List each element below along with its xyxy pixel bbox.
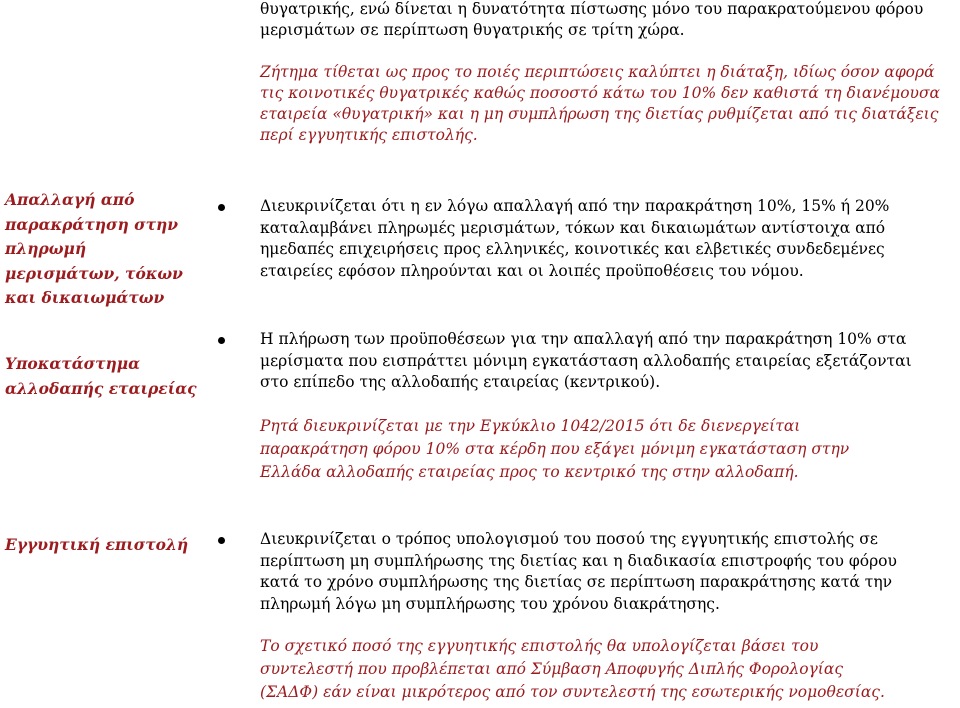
section-text: Η πλήρωση των προϋποθέσεων για την απαλλαγή από την παρακράτηση 10% στα μερίσματα που εισπράττει μόνιμη εγκατάσταση αλλοδαπής εταιρείας εξετάζονται στο επίπεδο της αλλοδαπής εταιρείας (κεντρικού). (260, 330, 912, 391)
intro-paragraph: θυγατρικής, ενώ δίνεται η δυνατότητα πίστωσης μόνο του παρακρατούμενου φόρου μερισμάτων σε περίπτωση θυγατρικής σε τρίτη χώρα. (260, 0, 924, 39)
section-label-guarantee-letter: Εγγυητική επιστολή (5, 535, 189, 554)
section-label-foreign-branch: Υποκατάστημα αλλοδαπής εταιρείας (5, 354, 197, 398)
intro-commentary: Ζήτημα τίθεται ως προς το ποιές περιπτώσεις καλύπτει η διάταξη, ιδίως όσον αφορά τις κοινοτικές θυγατρικές καθώς ποσοστό κάτω του 10% δεν καθιστά τη διανέμουσα εταιρεία «θυγατρική» και η μη συμπλήρωση της διετίας ρυθμίζεται από τις διατάξεις περί εγγυητικής επιστολής. (260, 63, 941, 144)
section-note-foreign-branch: Ρητά διευκρινίζεται με την Εγκύκλιο 1042/2015 ότι δε διενεργείται παρακράτηση φόρου 10% στα κέρδη που εξάγει μόνιμη εγκατάσταση στην Ελλάδα αλλοδαπής εταιρείας προς το κεντρικό της στην αλλοδαπή. (260, 417, 850, 481)
section-label-withholding-exemption: Απαλλαγή από παρακράτηση στην πληρωμή μερισμάτων, τόκων και δικαιωμάτων (5, 190, 183, 307)
section-text: Διευκρινίζεται ο τρόπος υπολογισμού του ποσού της εγγυητικής επιστολής σε περίπτωση μη συμπλήρωσης της διετίας και η διαδικασία επιστροφής του φόρου κατά το χρόνο συμπλήρωσης της διετίας σε περίπτωση παρακράτησης κατά την πληρωμή λόγω μη συμπλήρωσης του χρόνου διακράτησης. (260, 530, 897, 613)
section-note-guarantee-letter: Το σχετικό ποσό της εγγυητικής επιστολής θα υπολογίζεται βάσει του συντελεστή που προβλέπεται από Σύμβαση Αποφυγής Διπλής Φορολογίας (ΣΑΔΦ) εάν είναι μικρότερος από τον συντελεστή της εσωτερικής νομοθεσίας. (260, 637, 885, 701)
bullet-icon (218, 204, 225, 211)
bullet-icon (218, 337, 225, 344)
section-text: Διευκρινίζεται ότι η εν λόγω απαλλαγή από την παρακράτηση 10%, 15% ή 20% καταλαμβάνει πληρωμές μερισμάτων, τόκων και δικαιωμάτων αντίστοιχα από ημεδαπές επιχειρήσεις προς ελληνικές, κοινοτικές και ελβετικές συνδεδεμένες εταιρείες εφόσον πληρούνται και οι λοιπές προϋποθέσεις του νόμου. (260, 197, 890, 280)
bullet-icon (218, 537, 225, 544)
